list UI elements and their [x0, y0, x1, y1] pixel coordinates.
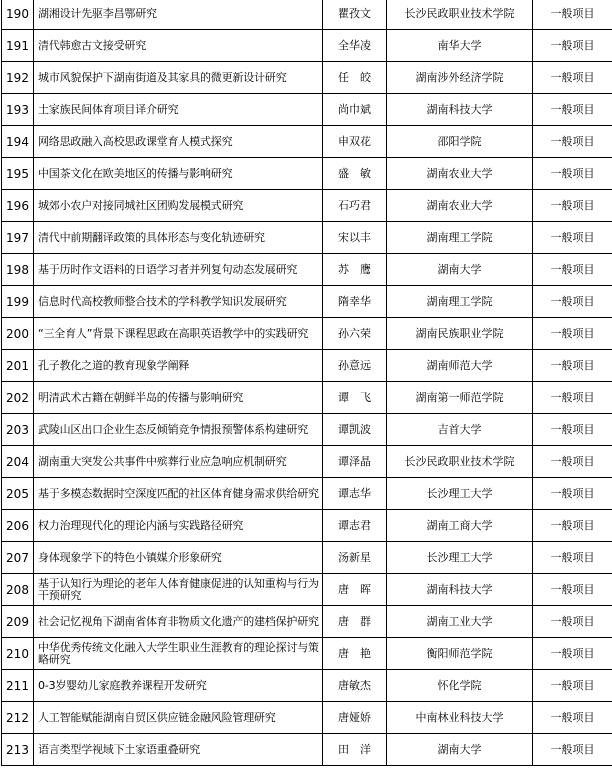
- principal-investigator-cell: 石巧君: [323, 190, 387, 222]
- table-row: [2, 446, 612, 478]
- institution-cell: 长沙民政职业技术学院: [387, 446, 533, 478]
- principal-investigator-cell: 唐 群: [323, 606, 387, 638]
- project-category-cell: 一般项目: [533, 126, 612, 158]
- project-title-cell: 人工智能赋能湖南自贸区供应链金融风险管理研究: [34, 702, 323, 734]
- row-number-cell: 212: [2, 702, 34, 734]
- table-row: [2, 702, 612, 734]
- principal-investigator-cell: 唐 晖: [323, 574, 387, 606]
- project-title-cell: “三全育人”背景下课程思政在高职英语教学中的实践研究: [34, 318, 323, 350]
- institution-cell: 湖南农业大学: [387, 190, 533, 222]
- project-category-cell: 一般项目: [533, 670, 612, 702]
- row-number-cell: 193: [2, 94, 34, 126]
- row-number-cell: 191: [2, 30, 34, 62]
- project-title-cell: 城市风貌保护下湖南街道及其家具的微更新设计研究: [34, 62, 323, 94]
- table-row: [2, 94, 612, 126]
- institution-cell: 邵阳学院: [387, 126, 533, 158]
- row-number-cell: 194: [2, 126, 34, 158]
- institution-cell: 长沙理工大学: [387, 478, 533, 510]
- row-number-cell: 208: [2, 574, 34, 606]
- project-category-cell: 一般项目: [533, 414, 612, 446]
- institution-cell: 中南林业科技大学: [387, 702, 533, 734]
- institution-cell: 湖南农业大学: [387, 158, 533, 190]
- project-category-cell: 一般项目: [533, 606, 612, 638]
- table-row: [2, 478, 612, 510]
- row-number-cell: 202: [2, 382, 34, 414]
- principal-investigator-cell: 盛 敏: [323, 158, 387, 190]
- institution-cell: 南华大学: [387, 30, 533, 62]
- table-row: [2, 350, 612, 382]
- principal-investigator-cell: 尚巾斌: [323, 94, 387, 126]
- project-category-cell: 一般项目: [533, 158, 612, 190]
- project-category-cell: 一般项目: [533, 286, 612, 318]
- project-title-cell: 基于认知行为理论的老年人体育健康促进的认知重构与行为干预研究: [34, 574, 323, 606]
- project-title-cell: 0-3岁婴幼儿家庭教养课程开发研究: [34, 670, 323, 702]
- project-category-cell: 一般项目: [533, 510, 612, 542]
- row-number-cell: 209: [2, 606, 34, 638]
- row-number-cell: 205: [2, 478, 34, 510]
- table-row: [2, 542, 612, 574]
- institution-cell: 湖南科技大学: [387, 94, 533, 126]
- principal-investigator-cell: 唐 艳: [323, 638, 387, 670]
- project-title-cell: 清代韩愈古文接受研究: [34, 30, 323, 62]
- row-number-cell: 195: [2, 158, 34, 190]
- project-title-cell: 权力治理现代化的理论内涵与实践路径研究: [34, 510, 323, 542]
- institution-cell: 湖南师范大学: [387, 350, 533, 382]
- table-row: [2, 254, 612, 286]
- row-number-cell: 190: [2, 0, 34, 30]
- institution-cell: 湖南大学: [387, 734, 533, 766]
- project-category-cell: 一般项目: [533, 382, 612, 414]
- row-number-cell: 197: [2, 222, 34, 254]
- row-number-cell: 207: [2, 542, 34, 574]
- institution-cell: 湖南科技大学: [387, 574, 533, 606]
- project-category-cell: 一般项目: [533, 702, 612, 734]
- project-category-cell: 一般项目: [533, 94, 612, 126]
- project-category-cell: 一般项目: [533, 62, 612, 94]
- project-category-cell: 一般项目: [533, 734, 612, 766]
- principal-investigator-cell: 孙意远: [323, 350, 387, 382]
- table-row: [2, 414, 612, 446]
- principal-investigator-cell: 瞿孜文: [323, 0, 387, 30]
- table-row: [2, 510, 612, 542]
- project-title-cell: 社会记忆视角下湖南省体育非物质文化遗产的建档保护研究: [34, 606, 323, 638]
- principal-investigator-cell: 汤新星: [323, 542, 387, 574]
- project-category-cell: 一般项目: [533, 478, 612, 510]
- table-row: [2, 158, 612, 190]
- institution-cell: 长沙民政职业技术学院: [387, 0, 533, 30]
- table-row: [2, 62, 612, 94]
- project-category-cell: 一般项目: [533, 30, 612, 62]
- project-title-cell: 土家族民间体育项目译介研究: [34, 94, 323, 126]
- principal-investigator-cell: 谭志华: [323, 478, 387, 510]
- project-title-cell: 孔子教化之道的教育现象学阐释: [34, 350, 323, 382]
- row-number-cell: 198: [2, 254, 34, 286]
- principal-investigator-cell: 谭泽晶: [323, 446, 387, 478]
- principal-investigator-cell: 谭志君: [323, 510, 387, 542]
- institution-cell: 衡阳师范学院: [387, 638, 533, 670]
- principal-investigator-cell: 唐敏杰: [323, 670, 387, 702]
- project-category-cell: 一般项目: [533, 254, 612, 286]
- table-row: [2, 638, 612, 670]
- row-number-cell: 192: [2, 62, 34, 94]
- table-row: [2, 606, 612, 638]
- project-category-cell: 一般项目: [533, 638, 612, 670]
- project-category-cell: 一般项目: [533, 0, 612, 30]
- row-number-cell: 210: [2, 638, 34, 670]
- row-number-cell: 203: [2, 414, 34, 446]
- principal-investigator-cell: 全华凌: [323, 30, 387, 62]
- principal-investigator-cell: 宋以丰: [323, 222, 387, 254]
- project-category-cell: 一般项目: [533, 350, 612, 382]
- row-number-cell: 204: [2, 446, 34, 478]
- table-row: [2, 574, 612, 606]
- institution-cell: 湖南工商大学: [387, 510, 533, 542]
- row-number-cell: 201: [2, 350, 34, 382]
- project-title-cell: 中华优秀传统文化融入大学生职业生涯教育的理论探讨与策略研究: [34, 638, 323, 670]
- row-number-cell: 213: [2, 734, 34, 766]
- table-body: [2, 0, 612, 766]
- project-list-table: [1, 0, 612, 766]
- institution-cell: 湖南理工学院: [387, 286, 533, 318]
- project-title-cell: 武陵山区出口企业生态反倾销竞争情报预警体系构建研究: [34, 414, 323, 446]
- project-category-cell: 一般项目: [533, 542, 612, 574]
- row-number-cell: 196: [2, 190, 34, 222]
- table-row: [2, 0, 612, 30]
- table-row: [2, 286, 612, 318]
- project-title-cell: 网络思政融入高校思政课堂育人模式探究: [34, 126, 323, 158]
- project-title-cell: 中国茶文化在欧美地区的传播与影响研究: [34, 158, 323, 190]
- project-title-cell: 信息时代高校教师整合技术的学科教学知识发展研究: [34, 286, 323, 318]
- project-title-cell: 明清武术古籍在朝鲜半岛的传播与影响研究: [34, 382, 323, 414]
- institution-cell: 长沙理工大学: [387, 542, 533, 574]
- row-number-cell: 199: [2, 286, 34, 318]
- project-category-cell: 一般项目: [533, 318, 612, 350]
- table-row: [2, 126, 612, 158]
- project-title-cell: 湖南重大突发公共事件中殡葬行业应急响应机制研究: [34, 446, 323, 478]
- institution-cell: 湖南涉外经济学院: [387, 62, 533, 94]
- project-title-cell: 身体现象学下的特色小镇媒介形象研究: [34, 542, 323, 574]
- project-title-cell: 湖湘设计先驱李昌鄂研究: [34, 0, 323, 30]
- institution-cell: 湖南民族职业学院: [387, 318, 533, 350]
- project-category-cell: 一般项目: [533, 446, 612, 478]
- table-row: [2, 318, 612, 350]
- principal-investigator-cell: 隋幸华: [323, 286, 387, 318]
- institution-cell: 湖南理工学院: [387, 222, 533, 254]
- institution-cell: 怀化学院: [387, 670, 533, 702]
- row-number-cell: 211: [2, 670, 34, 702]
- principal-investigator-cell: 任 皎: [323, 62, 387, 94]
- project-category-cell: 一般项目: [533, 222, 612, 254]
- table-row: [2, 734, 612, 766]
- row-number-cell: 206: [2, 510, 34, 542]
- project-title-cell: 城郊小农户对接同城社区团购发展模式研究: [34, 190, 323, 222]
- principal-investigator-cell: 谭凯波: [323, 414, 387, 446]
- project-category-cell: 一般项目: [533, 574, 612, 606]
- table-row: [2, 670, 612, 702]
- institution-cell: 湖南工业大学: [387, 606, 533, 638]
- table-row: [2, 30, 612, 62]
- institution-cell: 湖南大学: [387, 254, 533, 286]
- principal-investigator-cell: 唐娅娇: [323, 702, 387, 734]
- row-number-cell: 200: [2, 318, 34, 350]
- principal-investigator-cell: 谭 飞: [323, 382, 387, 414]
- principal-investigator-cell: 田 洋: [323, 734, 387, 766]
- principal-investigator-cell: 苏 鹰: [323, 254, 387, 286]
- project-title-cell: 基于多模态数据时空深度匹配的社区体育健身需求供给研究: [34, 478, 323, 510]
- project-title-cell: 语言类型学视域下土家语重叠研究: [34, 734, 323, 766]
- principal-investigator-cell: 孙六荣: [323, 318, 387, 350]
- table-row: [2, 222, 612, 254]
- institution-cell: 吉首大学: [387, 414, 533, 446]
- table-row: [2, 190, 612, 222]
- project-title-cell: 清代中前期翻译政策的具体形态与变化轨迹研究: [34, 222, 323, 254]
- institution-cell: 湖南第一师范学院: [387, 382, 533, 414]
- project-category-cell: 一般项目: [533, 190, 612, 222]
- project-title-cell: 基于历时作文语料的日语学习者并列复句动态发展研究: [34, 254, 323, 286]
- table-row: [2, 382, 612, 414]
- principal-investigator-cell: 申双花: [323, 126, 387, 158]
